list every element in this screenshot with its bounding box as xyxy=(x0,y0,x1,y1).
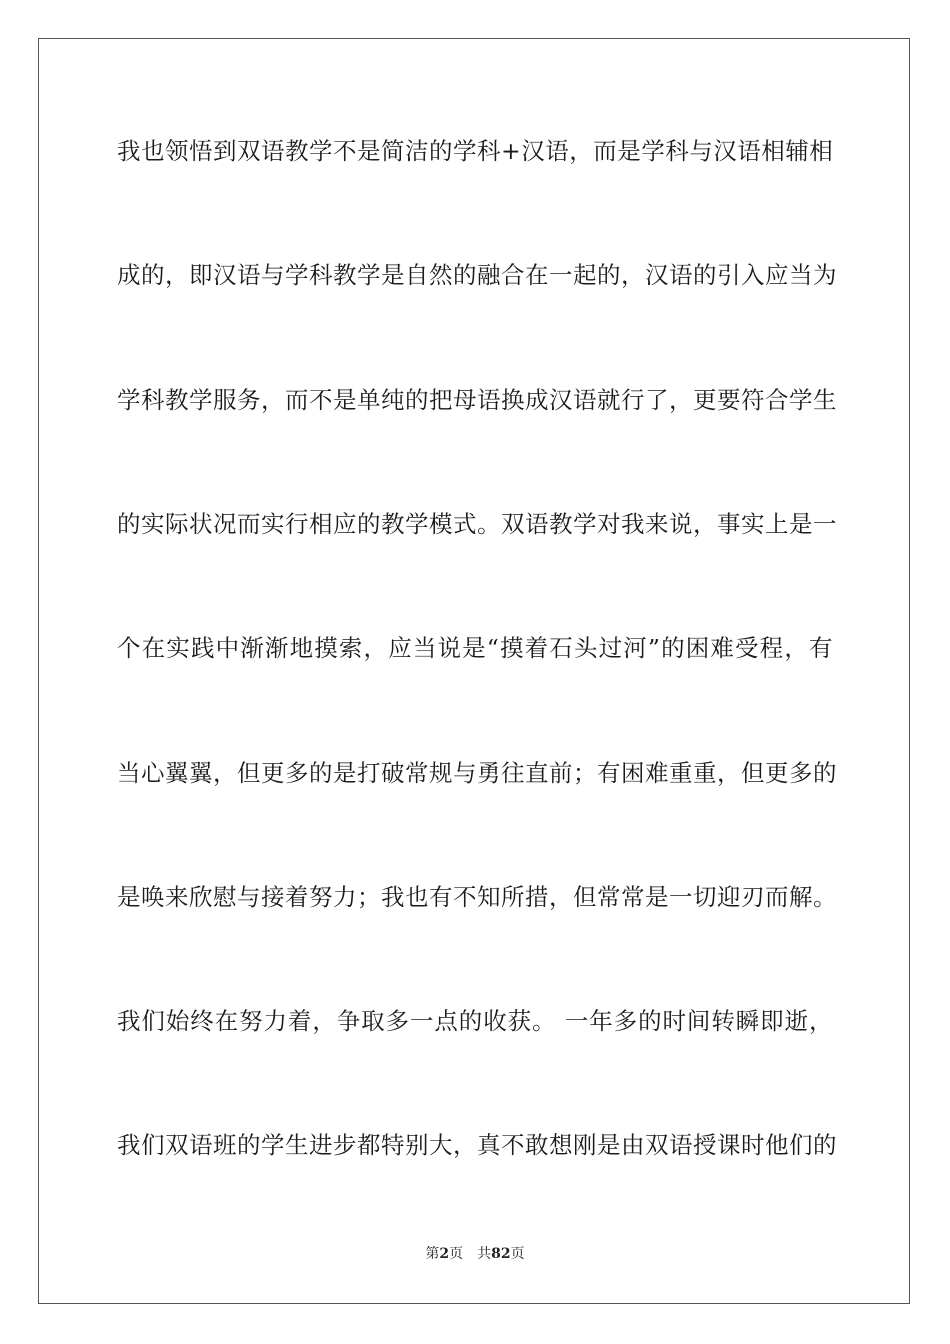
total-label-suffix: 页 xyxy=(510,1246,525,1262)
text-line: 的实际状况而实行相应的教学模式。双语教学对我来说，事实上是一 xyxy=(117,510,837,538)
text-line: 个在实践中渐渐地摸索，应当说是“摸着石头过河”的困难受程，有 xyxy=(117,634,833,662)
total-label-prefix: 共 xyxy=(477,1246,492,1262)
page-label-suffix: 页 xyxy=(449,1246,464,1262)
total-pages: 82 xyxy=(491,1246,511,1262)
page-footer xyxy=(0,1244,950,1264)
text-line: 我们始终在努力着，争取多一点的收获。 一年多的时间转瞬即逝， xyxy=(117,1007,833,1035)
text-line: 我们双语班的学生进步都特别大，真不敢想刚是由双语授课时他们的 xyxy=(117,1131,837,1159)
page-label-prefix: 第 xyxy=(425,1246,440,1262)
text-line: 我也领悟到双语教学不是简洁的学科+汉语，而是学科与汉语相辅相 xyxy=(117,137,834,165)
text-line: 当心翼翼，但更多的是打破常规与勇往直前；有困难重重，但更多的 xyxy=(117,759,837,787)
text-line: 是唤来欣慰与接着努力；我也有不知所措，但常常是一切迎刃而解。 xyxy=(117,883,837,911)
page-border xyxy=(38,38,910,1304)
page-number: 2 xyxy=(439,1246,450,1262)
text-line: 学科教学服务，而不是单纯的把母语换成汉语就行了，更要符合学生 xyxy=(117,386,837,414)
text-line: 成的，即汉语与学科教学是自然的融合在一起的，汉语的引入应当为 xyxy=(117,261,837,289)
